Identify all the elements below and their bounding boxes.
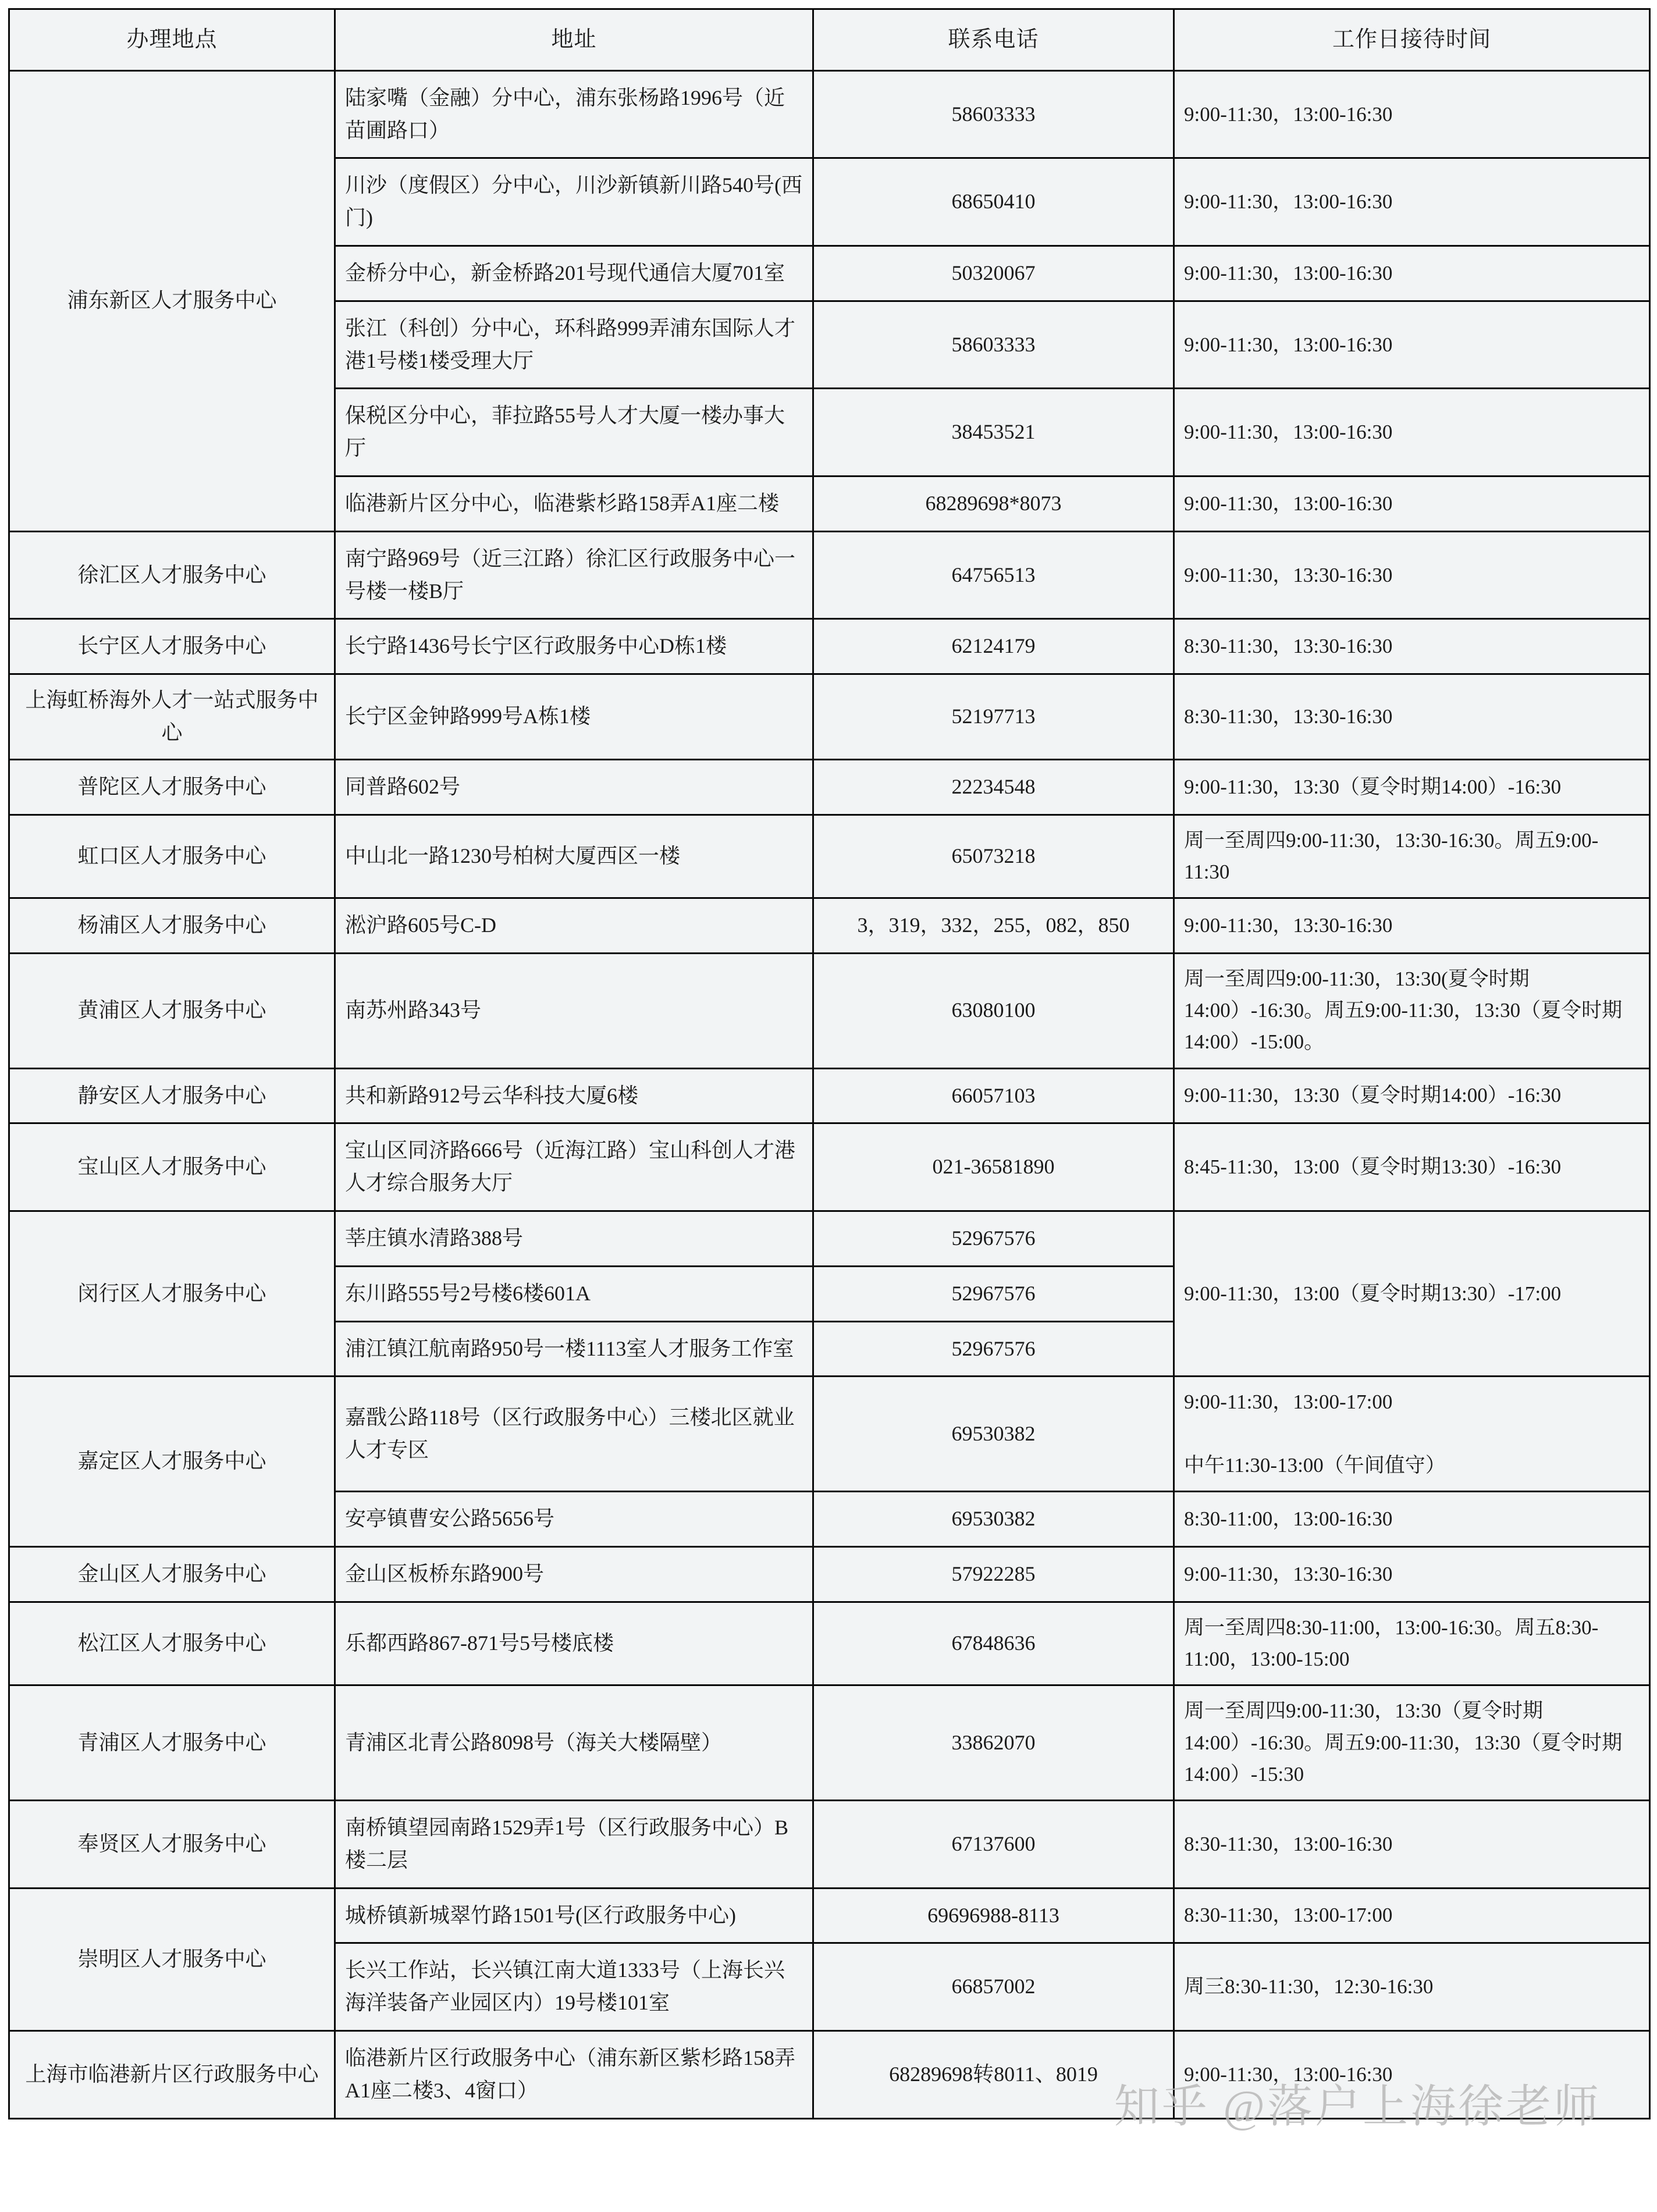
cell-address: 中山北一路1230号柏树大厦西区一楼 (335, 815, 813, 898)
cell-place: 长宁区人才服务中心 (9, 619, 335, 674)
cell-address: 南苏州路343号 (335, 953, 813, 1068)
table-row (9, 1602, 1650, 1685)
cell-address: 陆家嘴（金融）分中心，浦东张杨路1996号（近苗圃路口） (335, 70, 813, 158)
cell-address: 青浦区北青公路8098号（海关大楼隔壁） (335, 1685, 813, 1801)
cell-phone: 68289698*8073 (813, 476, 1174, 532)
cell-address: 长宁区金钟路999号A栋1楼 (335, 674, 813, 760)
cell-address: 长宁路1436号长宁区行政服务中心D栋1楼 (335, 619, 813, 674)
cell-place: 青浦区人才服务中心 (9, 1685, 335, 1801)
cell-phone: 52967576 (813, 1266, 1174, 1321)
cell-place: 嘉定区人才服务中心 (9, 1377, 335, 1547)
watermark: 知乎 @落户上海徐老师 (1114, 2081, 1601, 2132)
cell-address: 淞沪路605号C-D (335, 898, 813, 954)
cell-address: 安亭镇曹安公路5656号 (335, 1492, 813, 1547)
cell-place: 上海虹桥海外人才一站式服务中心 (9, 674, 335, 760)
table-row (9, 953, 1650, 1068)
table-row (9, 1377, 1650, 1492)
table-row (9, 759, 1650, 815)
cell-phone: 22234548 (813, 759, 1174, 815)
cell-phone: 66857002 (813, 1943, 1174, 2031)
table-row (9, 1068, 1650, 1123)
cell-address: 张江（科创）分中心，环科路999弄浦东国际人才港1号楼1楼受理大厅 (335, 301, 813, 389)
cell-phone: 67848636 (813, 1602, 1174, 1685)
cell-phone: 62124179 (813, 619, 1174, 674)
cell-time: 9:00-11:30，13:30（夏令时期14:00）-16:30 (1174, 759, 1650, 815)
cell-place: 上海市临港新片区行政服务中心 (9, 2031, 335, 2119)
cell-phone: 66057103 (813, 1068, 1174, 1123)
cell-time: 9:00-11:30，13:00-16:30 (1174, 246, 1650, 301)
cell-phone: 58603333 (813, 301, 1174, 389)
cell-phone: 3，319，332，255，082，850 (813, 898, 1174, 954)
cell-place: 黄浦区人才服务中心 (9, 953, 335, 1068)
cell-address: 宝山区同济路666号（近海江路）宝山科创人才港人才综合服务大厅 (335, 1123, 813, 1211)
cell-time: 9:00-11:30，13:00-16:30 (1174, 70, 1650, 158)
cell-time: 9:00-11:30，13:00-16:30 (1174, 158, 1650, 246)
cell-place: 闵行区人才服务中心 (9, 1211, 335, 1377)
cell-place: 普陀区人才服务中心 (9, 759, 335, 815)
cell-phone: 69696988-8113 (813, 1888, 1174, 1943)
cell-address: 金桥分中心，新金桥路201号现代通信大厦701室 (335, 246, 813, 301)
document-page (0, 8, 1657, 2212)
cell-time: 周一至周四9:00-11:30，13:30-16:30。周五9:00-11:30 (1174, 815, 1650, 898)
cell-time: 9:00-11:30，13:30-16:30 (1174, 1547, 1650, 1602)
cell-phone: 65073218 (813, 815, 1174, 898)
cell-address: 东川路555号2号楼6楼601A (335, 1266, 813, 1321)
service-center-table (8, 8, 1651, 2119)
cell-time: 8:30-11:00，13:00-16:30 (1174, 1492, 1650, 1547)
cell-time: 8:30-11:30，13:00-17:00 (1174, 1888, 1650, 1943)
cell-phone: 64756513 (813, 531, 1174, 619)
cell-phone: 67137600 (813, 1801, 1174, 1889)
cell-address: 南桥镇望园南路1529弄1号（区行政服务中心）B楼二层 (335, 1801, 813, 1889)
table-row (9, 898, 1650, 954)
cell-time: 9:00-11:30，13:30-16:30 (1174, 898, 1650, 954)
cell-time: 9:00-11:30，13:00-17:00 中午11:30-13:00（午间值守） (1174, 1377, 1650, 1492)
cell-phone: 52197713 (813, 674, 1174, 760)
cell-address: 莘庄镇水清路388号 (335, 1211, 813, 1267)
table-row (9, 70, 1650, 158)
cell-place: 崇明区人才服务中心 (9, 1888, 335, 2030)
cell-time: 8:30-11:30，13:00-16:30 (1174, 1801, 1650, 1889)
cell-address: 嘉戬公路118号（区行政服务中心）三楼北区就业人才专区 (335, 1377, 813, 1492)
cell-time: 9:00-11:30，13:30-16:30 (1174, 531, 1650, 619)
cell-phone: 57922285 (813, 1547, 1174, 1602)
cell-place: 虹口区人才服务中心 (9, 815, 335, 898)
cell-address: 共和新路912号云华科技大厦6楼 (335, 1068, 813, 1123)
cell-address: 川沙（度假区）分中心，川沙新镇新川路540号(西门) (335, 158, 813, 246)
cell-phone: 68650410 (813, 158, 1174, 246)
cell-place: 宝山区人才服务中心 (9, 1123, 335, 1211)
cell-phone: 50320067 (813, 246, 1174, 301)
table-body (9, 70, 1650, 2118)
column-header-phone: 联系电话 (813, 9, 1174, 71)
cell-address: 南宁路969号（近三江路）徐汇区行政服务中心一号楼一楼B厅 (335, 531, 813, 619)
cell-address: 乐都西路867-871号5号楼底楼 (335, 1602, 813, 1685)
cell-phone: 52967576 (813, 1211, 1174, 1267)
cell-phone: 021-36581890 (813, 1123, 1174, 1211)
table-row (9, 619, 1650, 674)
column-header-place: 办理地点 (9, 9, 335, 71)
cell-phone: 69530382 (813, 1377, 1174, 1492)
column-header-address: 地址 (335, 9, 813, 71)
cell-time: 9:00-11:30，13:00-16:30 (1174, 301, 1650, 389)
cell-place: 金山区人才服务中心 (9, 1547, 335, 1602)
table-row (9, 1123, 1650, 1211)
table-row (9, 1211, 1650, 1267)
table-row (9, 674, 1650, 760)
cell-address: 临港新片区行政服务中心（浦东新区紫杉路158弄A1座二楼3、4窗口） (335, 2031, 813, 2119)
cell-address: 临港新片区分中心，临港紫杉路158弄A1座二楼 (335, 476, 813, 532)
cell-time: 9:00-11:30，13:00（夏令时期13:30）-17:00 (1174, 1211, 1650, 1377)
table-row (9, 815, 1650, 898)
cell-address: 长兴工作站，长兴镇江南大道1333号（上海长兴海洋装备产业园区内）19号楼101室 (335, 1943, 813, 2031)
cell-address: 同普路602号 (335, 759, 813, 815)
cell-place: 徐汇区人才服务中心 (9, 531, 335, 619)
cell-time: 9:00-11:30，13:30（夏令时期14:00）-16:30 (1174, 1068, 1650, 1123)
cell-place: 松江区人才服务中心 (9, 1602, 335, 1685)
cell-phone: 63080100 (813, 953, 1174, 1068)
table-header (9, 9, 1650, 71)
cell-time: 8:30-11:30，13:30-16:30 (1174, 674, 1650, 760)
table-row (9, 1801, 1650, 1889)
table-row (9, 531, 1650, 619)
column-header-time: 工作日接待时间 (1174, 9, 1650, 71)
cell-address: 城桥镇新城翠竹路1501号(区行政服务中心) (335, 1888, 813, 1943)
cell-time: 周一至周四9:00-11:30，13:30(夏令时期14:00）-16:30。周五9:00-11:30，13:30（夏令时期14:00）-15:00。 (1174, 953, 1650, 1068)
table-row (9, 2031, 1650, 2119)
table-row (9, 1547, 1650, 1602)
cell-address: 保税区分中心，菲拉路55号人才大厦一楼办事大厅 (335, 389, 813, 476)
table-row (9, 1685, 1650, 1801)
cell-place: 浦东新区人才服务中心 (9, 70, 335, 531)
table-row (9, 1888, 1650, 1943)
cell-time: 9:00-11:30，13:00-16:30 (1174, 2031, 1650, 2119)
cell-time: 9:00-11:30，13:00-16:30 (1174, 476, 1650, 532)
cell-place: 奉贤区人才服务中心 (9, 1801, 335, 1889)
cell-phone: 38453521 (813, 389, 1174, 476)
cell-phone: 58603333 (813, 70, 1174, 158)
cell-time: 8:30-11:30，13:30-16:30 (1174, 619, 1650, 674)
cell-time: 9:00-11:30，13:00-16:30 (1174, 389, 1650, 476)
cell-address: 浦江镇江航南路950号一楼1113室人才服务工作室 (335, 1321, 813, 1377)
cell-time: 周三8:30-11:30，12:30-16:30 (1174, 1943, 1650, 2031)
cell-phone: 52967576 (813, 1321, 1174, 1377)
cell-place: 静安区人才服务中心 (9, 1068, 335, 1123)
cell-time: 周一至周四9:00-11:30，13:30（夏令时期14:00）-16:30。周五9:00-11:30，13:30（夏令时期14:00）-15:30 (1174, 1685, 1650, 1801)
cell-time: 周一至周四8:30-11:00，13:00-16:30。周五8:30-11:00，13:00-15:00 (1174, 1602, 1650, 1685)
cell-phone: 68289698转8011、8019 (813, 2031, 1174, 2119)
cell-time: 8:45-11:30，13:00（夏令时期13:30）-16:30 (1174, 1123, 1650, 1211)
cell-phone: 69530382 (813, 1492, 1174, 1547)
cell-place: 杨浦区人才服务中心 (9, 898, 335, 954)
cell-phone: 33862070 (813, 1685, 1174, 1801)
cell-address: 金山区板桥东路900号 (335, 1547, 813, 1602)
header-row (9, 9, 1650, 71)
